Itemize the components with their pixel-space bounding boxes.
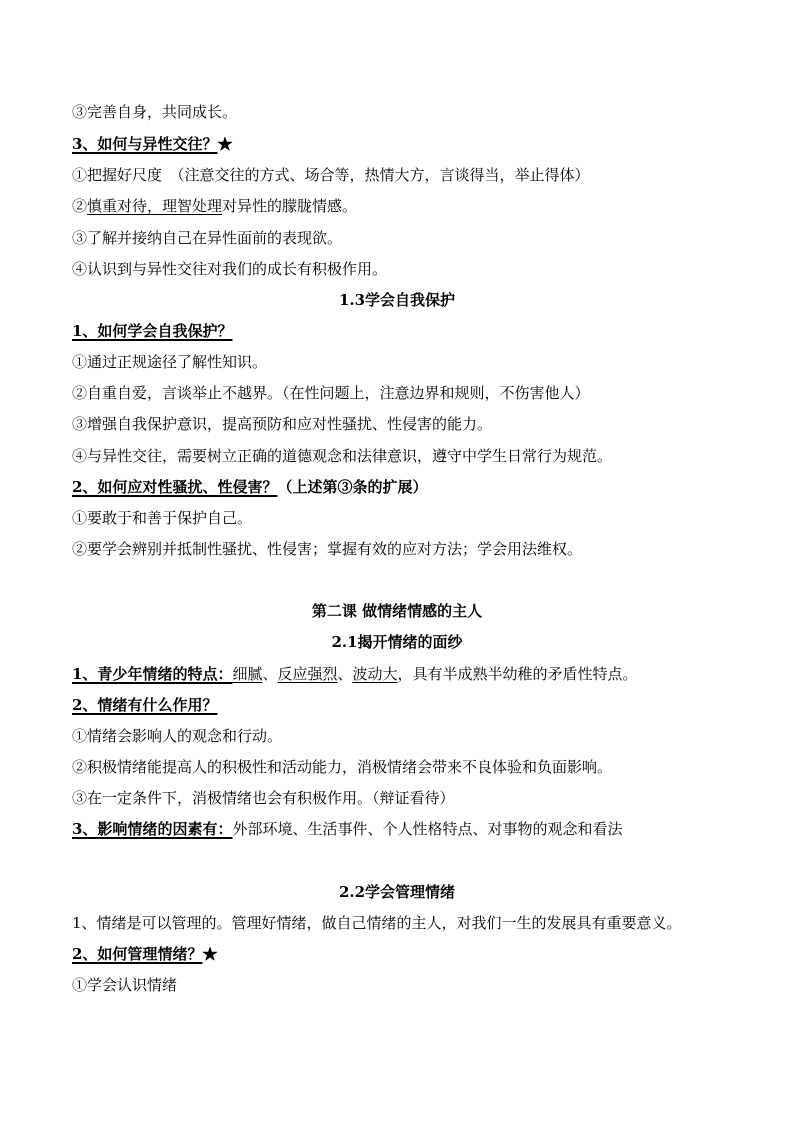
separator: 、 [262,665,278,683]
underlined-phrase: 慎重对待，理智处理 [87,197,223,215]
list-item: ②积极情绪能提高人的积极性和活动能力，消极情绪会带来不良体验和负面影响。 [72,758,613,776]
list-item: ①通过正规途径了解性知识。 [72,353,268,371]
separator: 、 [337,665,353,683]
list-item [72,196,734,216]
star-icon: ★ [202,945,218,963]
underlined-phrase: 细腻 [232,665,263,683]
list-item: ②自重自爱，言谈举止不越界。（在性问题上，注意边界和规则，不伤害他人） [72,384,590,402]
question-heading [72,321,734,341]
question-heading [72,944,734,964]
underlined-phrase: 波动大 [352,665,398,683]
list-item: ③增强自我保护意识，提高预防和应对性骚扰、性侵害的能力。 [72,415,493,433]
list-item: ④与异性交往，需要树立正确的道德观念和法律意识，遵守中学生日常行为规范。 [72,447,613,465]
list-item: ④认识到与异性交往对我们的成长有积极作用。 [72,260,388,278]
paragraph-label: 3、影响情绪的因素有： [72,820,233,838]
question-heading [72,477,734,497]
paragraph [72,664,734,684]
underlined-phrase: 反应强烈 [277,665,338,683]
question-title: 2、如何应对性骚扰、性侵害？ [72,478,278,496]
list-item: ①情绪会影响人的观念和行动。 [72,727,283,745]
section-heading: 2.1揭开情绪的面纱 [331,633,463,651]
list-item: ③在一定条件下，消极情绪也会有积极作用。（辩证看待） [72,789,455,807]
question-note: （上述第③条的扩展） [277,478,428,496]
paragraph-text: 外部环境、生活事件、个人性格特点、对事物的观念和看法 [232,820,623,838]
paragraph [72,819,734,839]
list-item: ①学会认识情绪 [72,976,178,994]
paragraph-text: ，具有半成熟半幼稚的矛盾性特点。 [397,665,638,683]
section-heading: 2.2学会管理情绪 [338,883,456,901]
item-number: ② [72,197,88,215]
list-item: ③了解并接纳自己在异性面前的表现欲。 [72,229,343,247]
paragraph-label: 1、青少年情绪的特点： [72,665,233,683]
star-icon: ★ [217,135,233,153]
list-item: ①把握好尺度 （注意交往的方式、场合等，热情大方，言谈得当，举止得体） [72,166,590,184]
list-item: ②要学会辨别并抵制性骚扰、性侵害；掌握有效的应对方法；学会用法维权。 [72,540,583,558]
question-title: 2、如何管理情绪？ [72,945,203,963]
question-heading [72,695,734,715]
question-heading [72,134,734,154]
lesson-title: 第二课 做情绪情感的主人 [311,602,483,620]
section-heading: 1.3学会自我保护 [338,291,456,309]
paragraph: 1、情绪是可以管理的。管理好情绪，做自己情绪的主人，对我们一生的发展具有重要意义。 [72,914,682,932]
question-title: 3、如何与异性交往？ [72,135,218,153]
list-item: ③完善自身，共同成长。 [72,103,238,121]
question-title: 1、如何学会自我保护？ [72,322,233,340]
list-item: ①要敢于和善于保护自己。 [72,509,253,527]
question-title: 2、情绪有什么作用？ [72,696,218,714]
item-text: 对异性的朦胧情感。 [222,197,358,215]
